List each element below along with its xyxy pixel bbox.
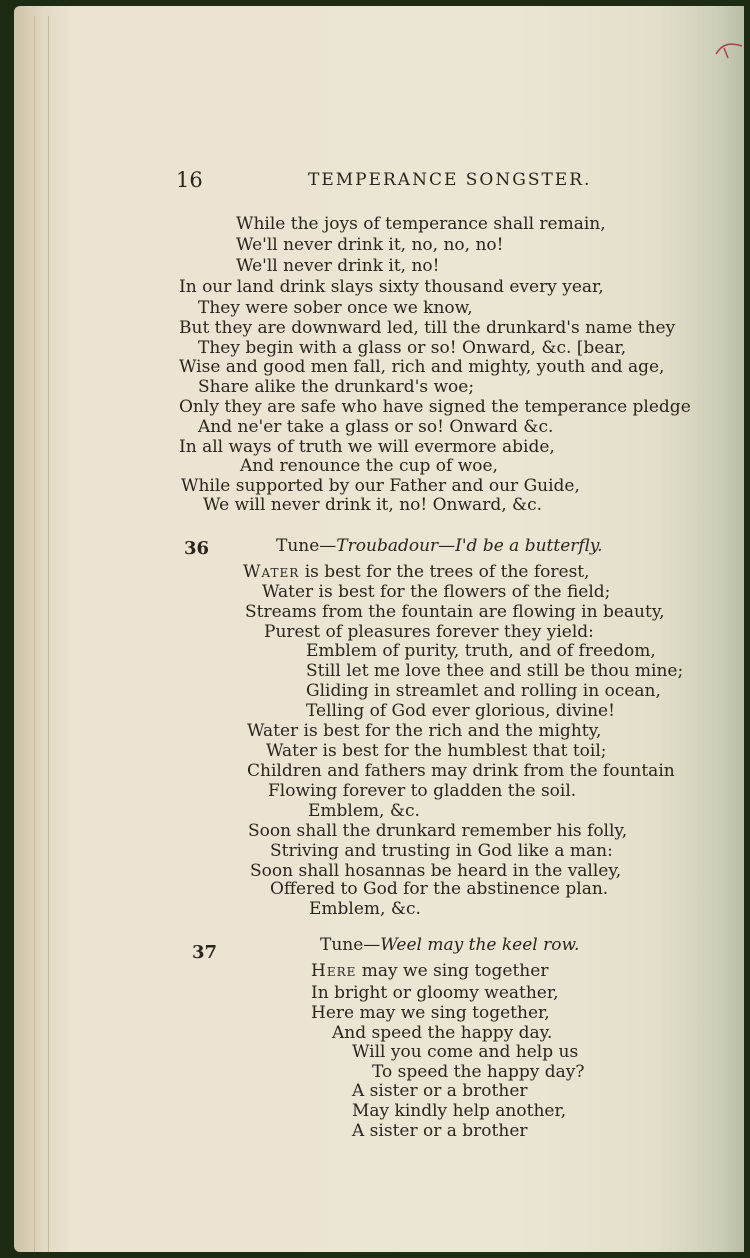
first-word: Here <box>311 961 357 981</box>
verse-line: To speed the happy day? <box>372 1062 585 1082</box>
verse-line: Water is best for the rich and the mighty, <box>247 721 602 741</box>
verse-line <box>243 563 590 582</box>
tune-prefix: Tune— <box>320 935 381 955</box>
verse-line: Children and fathers may drink from the fountain <box>247 761 675 781</box>
verse-line: Here may we sing together, <box>311 1003 550 1023</box>
verse-line: And ne'er take a glass or so! Onward &c. <box>198 417 554 437</box>
first-line-rest: may we sing together <box>356 961 549 981</box>
tune-prefix: Tune— <box>276 536 337 556</box>
verse-line: Water is best for the humblest that toil; <box>266 741 607 761</box>
verse-line: We'll never drink it, no, no, no! <box>236 235 504 255</box>
verse-line: Will you come and help us <box>352 1042 579 1062</box>
verse-line <box>311 962 548 981</box>
verse-line: Wise and good men fall, rich and mighty, youth and age, <box>179 357 665 377</box>
verse-line: Only they are safe who have signed the temperance pledge <box>179 397 691 417</box>
verse-line: While the joys of temperance shall remain, <box>236 214 606 234</box>
verse-line: Share alike the drunkard's woe; <box>198 377 475 397</box>
pencil-mark-icon <box>714 40 744 60</box>
verse-line: Flowing forever to gladden the soil. <box>268 781 577 801</box>
verse-line: And renounce the cup of woe, <box>240 456 498 476</box>
verse-line: While supported by our Father and our Guide, <box>181 476 580 496</box>
verse-line: And speed the happy day. <box>332 1023 553 1043</box>
song-number: 36 <box>184 538 210 559</box>
running-title: TEMPERANCE SONGSTER. <box>308 170 592 190</box>
verse-line: May kindly help another, <box>352 1101 567 1121</box>
tune-name: Troubadour—I'd be a butterfly. <box>336 536 603 556</box>
verse-line: Soon shall the drunkard remember his folly, <box>248 821 628 841</box>
verse-line: Gliding in streamlet and rolling in ocean, <box>306 681 661 701</box>
verse-line: Soon shall hosannas be heard in the valley, <box>250 861 622 881</box>
tune-heading <box>276 536 603 556</box>
song-number: 37 <box>192 942 218 963</box>
tune-name: Weel may the keel row. <box>380 935 580 955</box>
verse-line: In bright or gloomy weather, <box>311 983 559 1003</box>
verse-line: We'll never drink it, no! <box>236 256 440 276</box>
verse-line: But they are downward led, till the drunkard's name they <box>179 318 676 338</box>
gutter-line <box>48 16 49 1252</box>
verse-line: In our land drink slays sixty thousand every year, <box>179 277 604 297</box>
verse-line: Emblem, &c. <box>308 801 420 821</box>
verse-line: We will never drink it, no! Onward, &c. <box>203 495 543 515</box>
verse-line: Still let me love thee and still be thou mine; <box>306 661 684 681</box>
gutter-line <box>34 16 35 1252</box>
first-word: Water <box>243 562 300 582</box>
verse-line: Telling of God ever glorious, divine! <box>306 701 615 721</box>
verse-line: Streams from the fountain are flowing in beauty, <box>245 602 665 622</box>
verse-line: Emblem, &c. <box>309 899 421 919</box>
verse-line: They were sober once we know, <box>198 298 473 318</box>
tune-heading <box>320 935 579 955</box>
verse-line: Emblem of purity, truth, and of freedom, <box>306 641 656 661</box>
verse-line: A sister or a brother <box>352 1081 528 1101</box>
verse-line: Water is best for the flowers of the field; <box>262 582 611 602</box>
first-line-rest: is best for the trees of the forest, <box>299 562 590 582</box>
verse-line: They begin with a glass or so! Onward, &c. [bear, <box>198 338 627 358</box>
verse-line: Purest of pleasures forever they yield: <box>264 622 594 642</box>
verse-line: In all ways of truth we will evermore abide, <box>179 437 555 457</box>
page-number: 16 <box>176 168 203 192</box>
verse-line: Striving and trusting in God like a man: <box>270 841 613 861</box>
verse-line: A sister or a brother <box>352 1121 528 1141</box>
verse-line: Offered to God for the abstinence plan. <box>270 879 609 899</box>
